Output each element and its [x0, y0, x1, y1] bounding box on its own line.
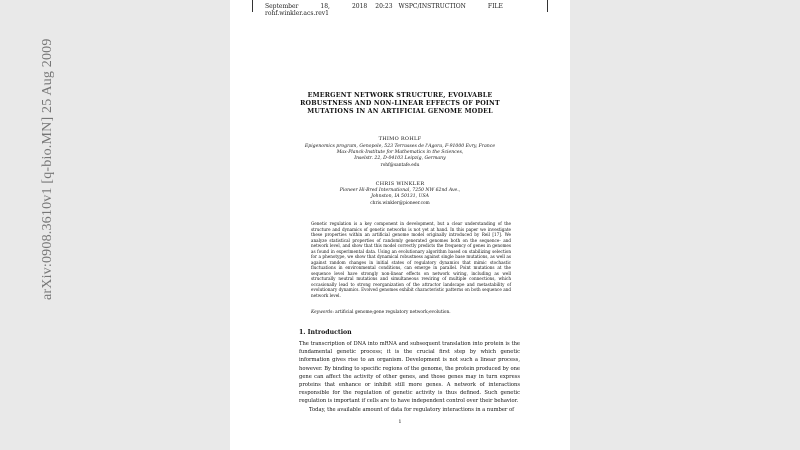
header-day: 18, [320, 3, 330, 10]
crop-mark-left [252, 0, 253, 12]
body-paragraph-continuation: Today, the available amount of data for regulatory interactions in a number of [309, 406, 515, 413]
header-publisher: WSPC/INSTRUCTION [398, 3, 466, 10]
author-email-2: chris.winkler@pioneer.com [370, 201, 430, 206]
author-name-2: CHRIS WINKLER [375, 181, 425, 187]
keywords-list: : artificial genome;gene regulatory network;evolution. [332, 310, 451, 315]
author-name-1: THIMO ROHLF [378, 136, 422, 142]
header-file: FILE [487, 3, 503, 10]
author-affiliation-1 [290, 144, 510, 163]
body-text [299, 340, 520, 414]
paper-title: EMERGENT NETWORK STRUCTURE, EVOLVABLE ROBUSTNESS AND NON-LINEAR EFFECTS OF POINT MUTATIONS IN AN ARTIFICIAL GENOME MODEL [300, 92, 500, 115]
keywords-label: Keywords [311, 310, 333, 315]
author-affiliation-2 [290, 188, 510, 200]
affiliation-line: Johnston, IA 50131, USA [371, 194, 429, 200]
paper-page [230, 0, 570, 450]
header-line2: rohf.winkler.acs.rev1 [265, 10, 329, 17]
affiliation-line: Inselstr. 22, D-04103 Leipzig, Germany [354, 156, 446, 162]
page-number: 1 [398, 419, 402, 425]
header-month: September [265, 3, 299, 10]
section-heading: 1. Introduction [299, 329, 352, 336]
keywords [311, 310, 511, 316]
running-header [265, 3, 565, 17]
abstract: Genetic regulation is a key component in development, but a clear understanding of the structure and dynamics of genetic networks is not yet at hand. In this paper we investigate these properties within an artificial genome model originally introduced by Reil [17]. We analyze statistical properties of randomly generated genomes both on the sequence- and network level, and show that this model correctly predicts the frequency of genes in genomes as found in experimental data. Using an evolutionary algorithm based on stabilizing selection for a phenotype, we show that dynamical robustness against single base mutations, as well as against random changes in initial states of regulatory dynamics that mimic stochastic fluctuations in environmental conditions, can emerge in parallel. Point mutations at the sequence level have strongly non-linear effects on network wiring, including as well structurally neutral mutations and simultaneous rewiring of multiple connections, which occasionally lead to strong reorganization of the attractor landscape and metastability of evolutionary dynamics. Evolved genomes exhibit characteristic patterns on both sequence and network level. [311, 221, 511, 298]
header-year: 2018 [351, 3, 368, 10]
header-time: 20:23 [375, 3, 393, 10]
arxiv-stamp: arXiv:0908.3610v1 [q-bio.MN] 25 Aug 2009 [40, 38, 55, 300]
author-email-1: rohf@santafe.edu [380, 163, 420, 168]
affiliation-line: Pioneer Hi-Bred International, 7250 NW 62nd Ave., [339, 188, 461, 193]
affiliation-line: Epigenomics program, Genopole, 523 Terrasses de l'Agora, F-91000 Evry, France [304, 144, 496, 149]
body-paragraph: The transcription of DNA into mRNA and subsequent translation into protein is the fundamental genetic process; it is the crucial first step by which genetic information gives rise to an organism. Development is not such a linear process, however. By binding to specific regions of the genome, the protein produced by one gene can affect the activity of other genes, and those genes may in turn express proteins that enhance or inhibit still more genes. A network of interactions responsible for the regulation of genetic activity is thus defined. Such genetic regulation is important if cells are to have independent control over their behavior. [299, 341, 520, 405]
affiliation-line: Max-Planck-Institute for Mathematics in the Sciences, [336, 150, 464, 156]
